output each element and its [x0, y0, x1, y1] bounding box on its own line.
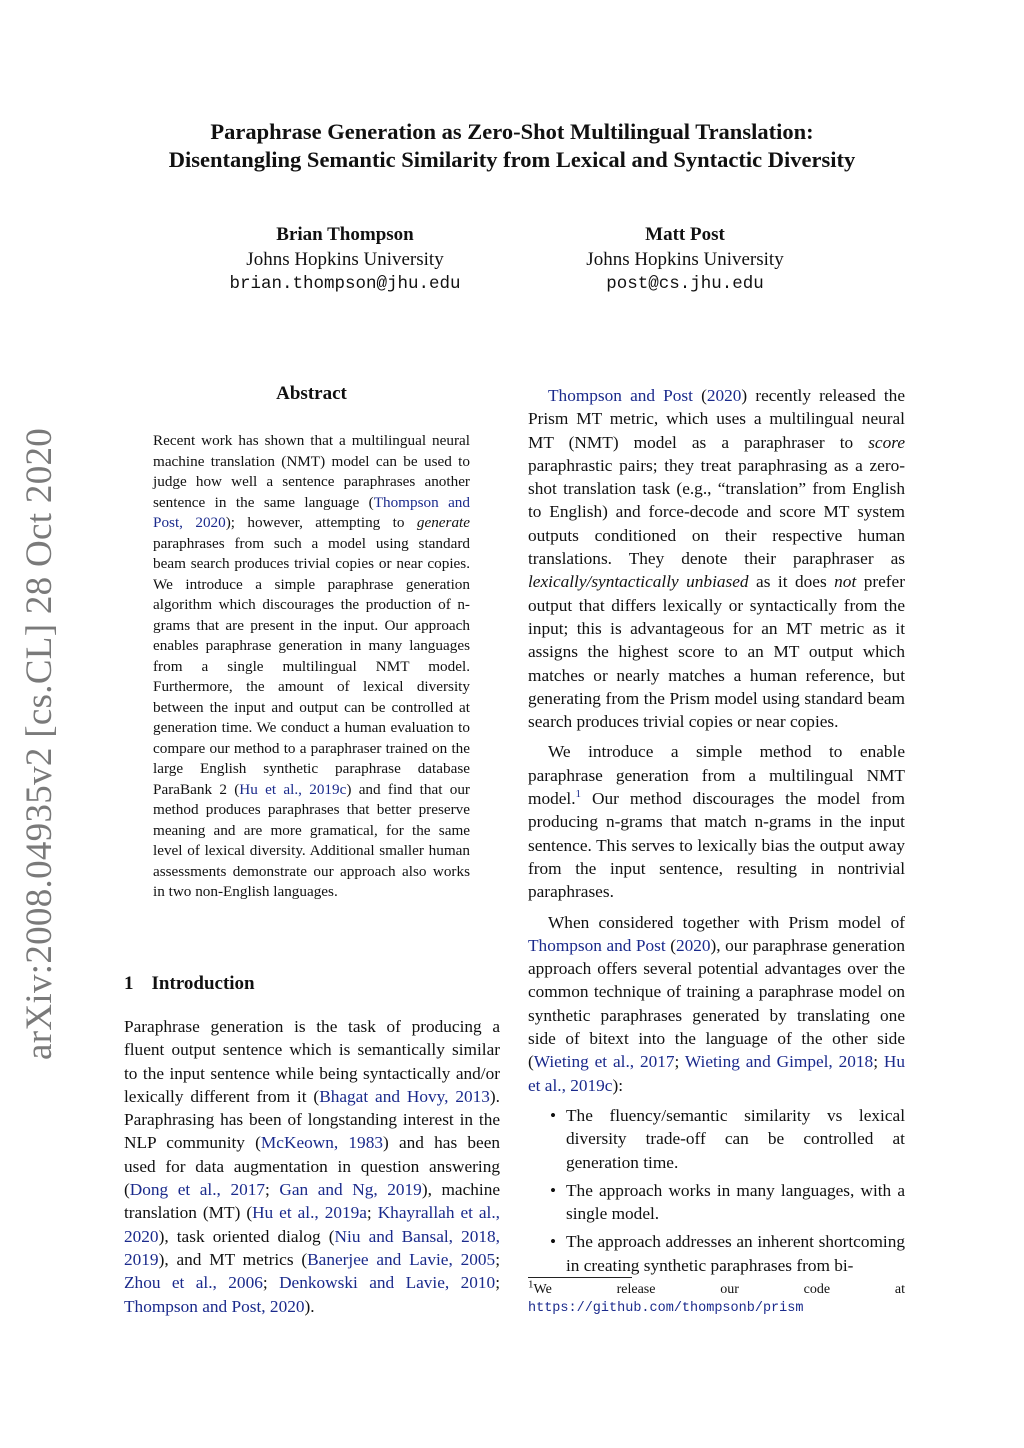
- citation-link[interactable]: Zhou et al., 2006: [124, 1273, 263, 1293]
- title-line-1: Paraphrase Generation as Zero-Shot Multilingual Translation:: [210, 119, 814, 144]
- body-text: ):: [612, 1075, 624, 1095]
- citation-link[interactable]: Hu et al., 2019c: [239, 780, 347, 798]
- citation-link[interactable]: Niu and Bansal, 2018, 2019: [124, 1226, 501, 1269]
- body-text: ) and has been used for data augmentation in question answering (: [124, 1133, 501, 1200]
- citation-link[interactable]: 2020: [706, 386, 742, 405]
- footnote-divider: [528, 1277, 632, 1278]
- body-text: ;: [674, 1052, 685, 1072]
- citation-link[interactable]: Wieting et al., 2017: [533, 1052, 675, 1072]
- bullet-icon: •: [550, 1105, 557, 1125]
- emphasis-text: not: [834, 572, 857, 592]
- emphasis-text: score: [868, 432, 905, 452]
- citation-link[interactable]: Hu et al., 2019a: [252, 1203, 367, 1223]
- body-text: prefer output that differs lexically or syntactically from the input; this is advantageous for an MT metric as it assigns the highest score to an MT output which matches or nearly matches a human reference, but generating from the Prism model using standard beam search produces trivial copies or near copies.: [528, 572, 905, 732]
- body-text: (: [665, 935, 676, 955]
- body-text: Paraphrase generation is the task of producing a fluent output sentence which is semantically similar to the input sentence while being syntactically and/or lexically different from it (: [124, 1017, 500, 1106]
- author-affiliation: Johns Hopkins University: [586, 249, 784, 270]
- citation-link[interactable]: 2020: [675, 935, 711, 955]
- body-text: ), and MT metrics (: [158, 1249, 308, 1269]
- list-item-text: The approach addresses an inherent shortcoming in creating synthetic paraphrases from bi-: [566, 1232, 905, 1275]
- citation-link[interactable]: Wieting and Gimpel, 2018: [684, 1052, 874, 1072]
- citation-link[interactable]: Bhagat and Hovy, 2013: [319, 1086, 490, 1106]
- author-email[interactable]: brian.thompson@jhu.edu: [229, 274, 461, 294]
- list-item: [550, 1104, 905, 1174]
- abstract-text: paraphrases from such a model using standard beam search produces trivial copies or near copies. We introduce a simple paraphrase generation algorithm which discourages the production of n-grams that are present in the input. Our approach enables paraphrase generation in many languages from a single multilingual NMT model. Furthermore, the amount of lexical diversity between the input and output can be controlled at generation time. We conduct a human evaluation to compare our method to a paraphraser trained on the large English synthetic paraphrase database ParaBank 2 (: [153, 534, 470, 798]
- abstract-text: ) and find that our method produces paraphrases that better preserve meaning and are more gramatical, for the same level of lexical diversity. Additional smaller human assessments demonstrate our approach also works in two non-English languages.: [153, 780, 470, 900]
- title-line-2: Disentangling Semantic Similarity from Lexical and Syntactic Diversity: [168, 147, 856, 172]
- section-title: Introduction: [151, 973, 255, 994]
- arxiv-identifier[interactable]: arXiv:2008.04935v2 [cs.CL] 28 Oct 2020: [19, 427, 60, 1060]
- body-text: ), task oriented dialog (: [158, 1226, 335, 1246]
- citation-link[interactable]: Denkowski and Lavie, 2010: [279, 1273, 496, 1293]
- advantages-list: [528, 1104, 905, 1277]
- author-block-1: [185, 222, 505, 296]
- body-text: Our method discourages the model from producing n-grams that match n-grams in the input sentence. This serves to lexically bias the output away from the input sentence, resulting in nontrivial paraphrases.: [528, 789, 905, 902]
- footnote-number: 1: [528, 1278, 534, 1291]
- paragraph-method: [528, 740, 905, 903]
- introduction-paragraph: [124, 1015, 500, 1318]
- footnote-marker[interactable]: 1: [575, 788, 582, 801]
- abstract-text: Recent work has shown that a multilingual neural machine translation (NMT) model can be used to judge how well a sentence paraphrases another sentence in the same language (: [153, 432, 470, 511]
- body-text: (: [692, 386, 707, 405]
- list-item-text: The approach works in many languages, with a single model.: [566, 1180, 905, 1224]
- body-text: ). Paraphrasing has been of longstanding interest in the NLP community (: [124, 1086, 500, 1153]
- list-item: [550, 1230, 905, 1277]
- code-url-link[interactable]: https://github.com/thompsonb/prism: [528, 1301, 804, 1316]
- paper-title: [90, 118, 934, 174]
- footnote: [528, 1278, 905, 1318]
- citation-link[interactable]: Thompson and Post: [528, 935, 666, 955]
- abstract-heading: Abstract: [276, 383, 347, 404]
- citation-link[interactable]: Thompson and Post, 2020: [153, 493, 470, 531]
- list-item: [550, 1179, 905, 1226]
- citation-link[interactable]: Banerjee and Lavie, 2005: [307, 1249, 496, 1269]
- body-text: ;: [495, 1249, 500, 1269]
- citation-link[interactable]: Khayrallah et al., 2020: [124, 1203, 500, 1246]
- emphasis-text: lexically/syntactically unbiased: [528, 572, 749, 592]
- right-column: [528, 384, 905, 1282]
- citation-link[interactable]: McKeown, 1983: [260, 1133, 383, 1153]
- footnote-text: We release our code at: [533, 1282, 905, 1297]
- body-text: ;: [262, 1273, 280, 1293]
- body-text: ) recently released the Prism MT metric, which uses a multilingual neural MT (NMT) model as a paraphraser to: [528, 386, 905, 452]
- body-text: ;: [366, 1203, 378, 1223]
- citation-link[interactable]: Hu et al., 2019c: [528, 1052, 905, 1095]
- list-item-text: The fluency/semantic similarity vs lexical diversity trade-off can be controlled at generation time.: [566, 1105, 905, 1172]
- abstract-body: [153, 431, 470, 903]
- body-text: We introduce a simple method to enable paraphrase generation from a multilingual NMT model.: [528, 742, 905, 809]
- section-number: 1: [124, 973, 134, 994]
- author-name: Brian Thompson: [276, 224, 414, 245]
- body-text: When considered together with Prism model of: [548, 912, 905, 932]
- body-text: ), machine translation (MT) (: [124, 1180, 501, 1223]
- body-text: ;: [265, 1180, 280, 1200]
- body-text: ).: [304, 1296, 315, 1316]
- citation-link[interactable]: Dong et al., 2017: [129, 1180, 266, 1200]
- author-affiliation: Johns Hopkins University: [246, 249, 444, 270]
- citation-link[interactable]: Gan and Ng, 2019: [279, 1180, 422, 1200]
- author-block-2: [525, 222, 845, 296]
- emphasis-text: generate: [416, 514, 471, 531]
- author-email[interactable]: post@cs.jhu.edu: [606, 274, 764, 294]
- bullet-icon: •: [550, 1232, 557, 1252]
- paragraph-prism: [528, 384, 905, 733]
- author-name: Matt Post: [645, 224, 725, 245]
- citation-link[interactable]: Thompson and Post, 2020: [124, 1296, 305, 1316]
- body-text: ;: [873, 1052, 884, 1072]
- citation-link[interactable]: Thompson and Post: [548, 386, 693, 405]
- body-text: ), our paraphrase generation approach offers several potential advantages over the common technique of training a paraphrase model on synthetic paraphrases generated by translating one side of bitext into the language of the other side (: [528, 935, 905, 1072]
- section-heading-introduction: [124, 973, 255, 995]
- body-text: ;: [495, 1273, 501, 1293]
- abstract-text: ); however, attempting to: [225, 514, 417, 531]
- body-text: paraphrastic pairs; they treat paraphrasing as a zero-shot translation task (e.g., “translation” from English to English) and force-decode and score MT system outputs conditioned on their respective human translations. They denote their paraphraser as: [528, 455, 905, 569]
- bullet-icon: •: [550, 1180, 557, 1200]
- body-text: as it does: [748, 572, 835, 592]
- paragraph-advantages: [528, 911, 905, 1097]
